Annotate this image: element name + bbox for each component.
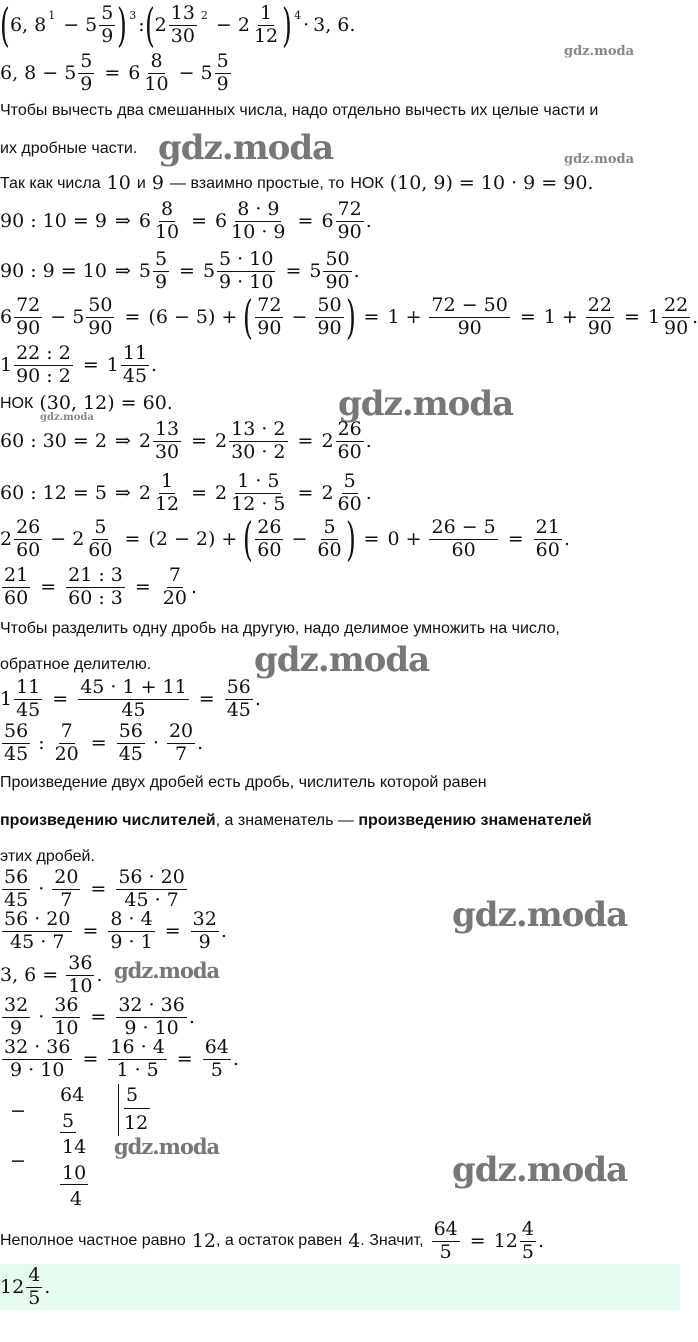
- watermark: gdz.moda: [564, 152, 635, 167]
- watermark: gdz.moda: [114, 1134, 220, 1159]
- answer-box: [0, 1264, 680, 1310]
- explanation-text: Чтобы вычесть два смешанных числа, надо отдельно вычесть их целые части и: [0, 102, 599, 119]
- math-line: $\frac{32}{9}$ · $\frac{36}{10}$ = $\frac{32 \cdot 36}{9 \cdot 10}$ .: [4, 994, 195, 1039]
- step-expression: 6, 8 − 5 $\frac{5}{9}$ = 6 $\frac{8}{10}$ − 5 $\frac{5}{9}$: [0, 50, 229, 95]
- explanation-text: этих дробей.: [0, 848, 95, 865]
- watermark: gdz.moda: [452, 895, 628, 935]
- watermark: gdz.moda: [452, 1150, 628, 1190]
- nok-statement: НОК (30, 12) = 60.: [0, 392, 173, 414]
- math-line: $\frac{21}{60}$ = $\frac{21 : 3}{60 : 3}$ = $\frac{7}{20}$ .: [4, 564, 198, 609]
- math-line: 1 $\frac{22 : 2}{90 : 2}$ = 1 $\frac{11}{45}$ .: [0, 342, 158, 387]
- answer: 12 $\frac{4}{5}$ .: [0, 1264, 51, 1309]
- math-line: $\frac{56}{45}$ : $\frac{7}{20}$ = $\frac{56}{45}$ · $\frac{20}{7}$ .: [4, 720, 204, 765]
- watermark: gdz.moda: [158, 128, 334, 168]
- math-line: 2 $\frac{26}{60}$ − 2 $\frac{5}{60}$ = (2 − 2) + ( $\frac{26}{60}$ − $\frac{5}{60}$ ) = 0 + $\frac{26 - 5}{60}$ = $\frac{21}{60}$ .: [0, 512, 570, 566]
- problem-expression: ( 6, 8 1 − 5 $\frac{5}{9}$ ) 3 : ( 2 $\frac{13}{30}$ 2 − 2 $\frac{1}{12}$ ) 4 · 3, 6.: [0, 0, 356, 52]
- math-line: 60 : 30 = 2 ⇒ 2 $\frac{13}{30}$ = 2 $\frac{13 \cdot 2}{30 \cdot 2}$ = 2 $\frac{26}{60}$ .: [0, 418, 372, 463]
- explanation-text: их дробные части.: [0, 140, 138, 157]
- explanation-text: Чтобы разделить одну дробь на другую, надо делимое умножить на число,: [0, 620, 560, 637]
- explanation-text: обратное делителю.: [0, 656, 152, 673]
- watermark: gdz.moda: [564, 44, 635, 59]
- long-division: − 64 5 14 − 10 4 5 12: [10, 1084, 149, 1210]
- watermark: gdz.moda: [114, 958, 220, 983]
- math-line: $\frac{56 \cdot 20}{45 \cdot 7}$ = $\frac{8 \cdot 4}{9 \cdot 1}$ = $\frac{32}{9}$ .: [4, 908, 227, 953]
- watermark: gdz.moda: [254, 640, 430, 680]
- nok-statement: Так как числа 10 и 9 — взаимно простые, то НОК (10, 9) = 10 · 9 = 90.: [0, 172, 594, 194]
- math-line: $\frac{32 \cdot 36}{9 \cdot 10}$ = $\frac{16 \cdot 4}{1 \cdot 5}$ = $\frac{64}{5}$ .: [4, 1036, 239, 1081]
- watermark: gdz.moda: [40, 412, 94, 423]
- math-line: 60 : 12 = 5 ⇒ 2 $\frac{1}{12}$ = 2 $\frac{1 \cdot 5}{12 \cdot 5}$ = 2 $\frac{5}{60}$ .: [0, 470, 372, 515]
- math-line: $\frac{56}{45}$ · $\frac{20}{7}$ = $\frac{56 \cdot 20}{45 \cdot 7}$: [4, 866, 185, 911]
- conclusion: Неполное частное равно 12 , а остаток равен 4 . Значит, $\frac{64}{5}$ = 12 $\frac{4}{5}$ .: [0, 1218, 544, 1263]
- math-line: 1 $\frac{11}{45}$ = $\frac{45 \cdot 1 + 11}{45}$ = $\frac{56}{45}$ .: [0, 676, 261, 721]
- math-line: 90 : 10 = 9 ⇒ 6 $\frac{8}{10}$ = 6 $\frac{8 \cdot 9}{10 \cdot 9}$ = 6 $\frac{72}{90}$ .: [0, 198, 372, 243]
- explanation-text: произведению числителей, а знаменатель — произведению знаменателей: [0, 812, 592, 829]
- watermark: gdz.moda: [338, 384, 514, 424]
- explanation-text: Произведение двух дробей есть дробь, числитель которой равен: [0, 774, 487, 791]
- math-line: 3, 6 = $\frac{36}{10}$ .: [0, 952, 103, 997]
- math-line: 90 : 9 = 10 ⇒ 5 $\frac{5}{9}$ = 5 $\frac{5 \cdot 10}{9 \cdot 10}$ = 5 $\frac{50}{90}$ .: [0, 248, 360, 293]
- math-line: 6 $\frac{72}{90}$ − 5 $\frac{50}{90}$ = (6 − 5) + ( $\frac{72}{90}$ − $\frac{50}{90}$ ) = 1 + $\frac{72 - 50}{90}$ = 1 + $\frac{22}{90}$ = 1 $\frac{22}{90}$ .: [0, 290, 698, 344]
